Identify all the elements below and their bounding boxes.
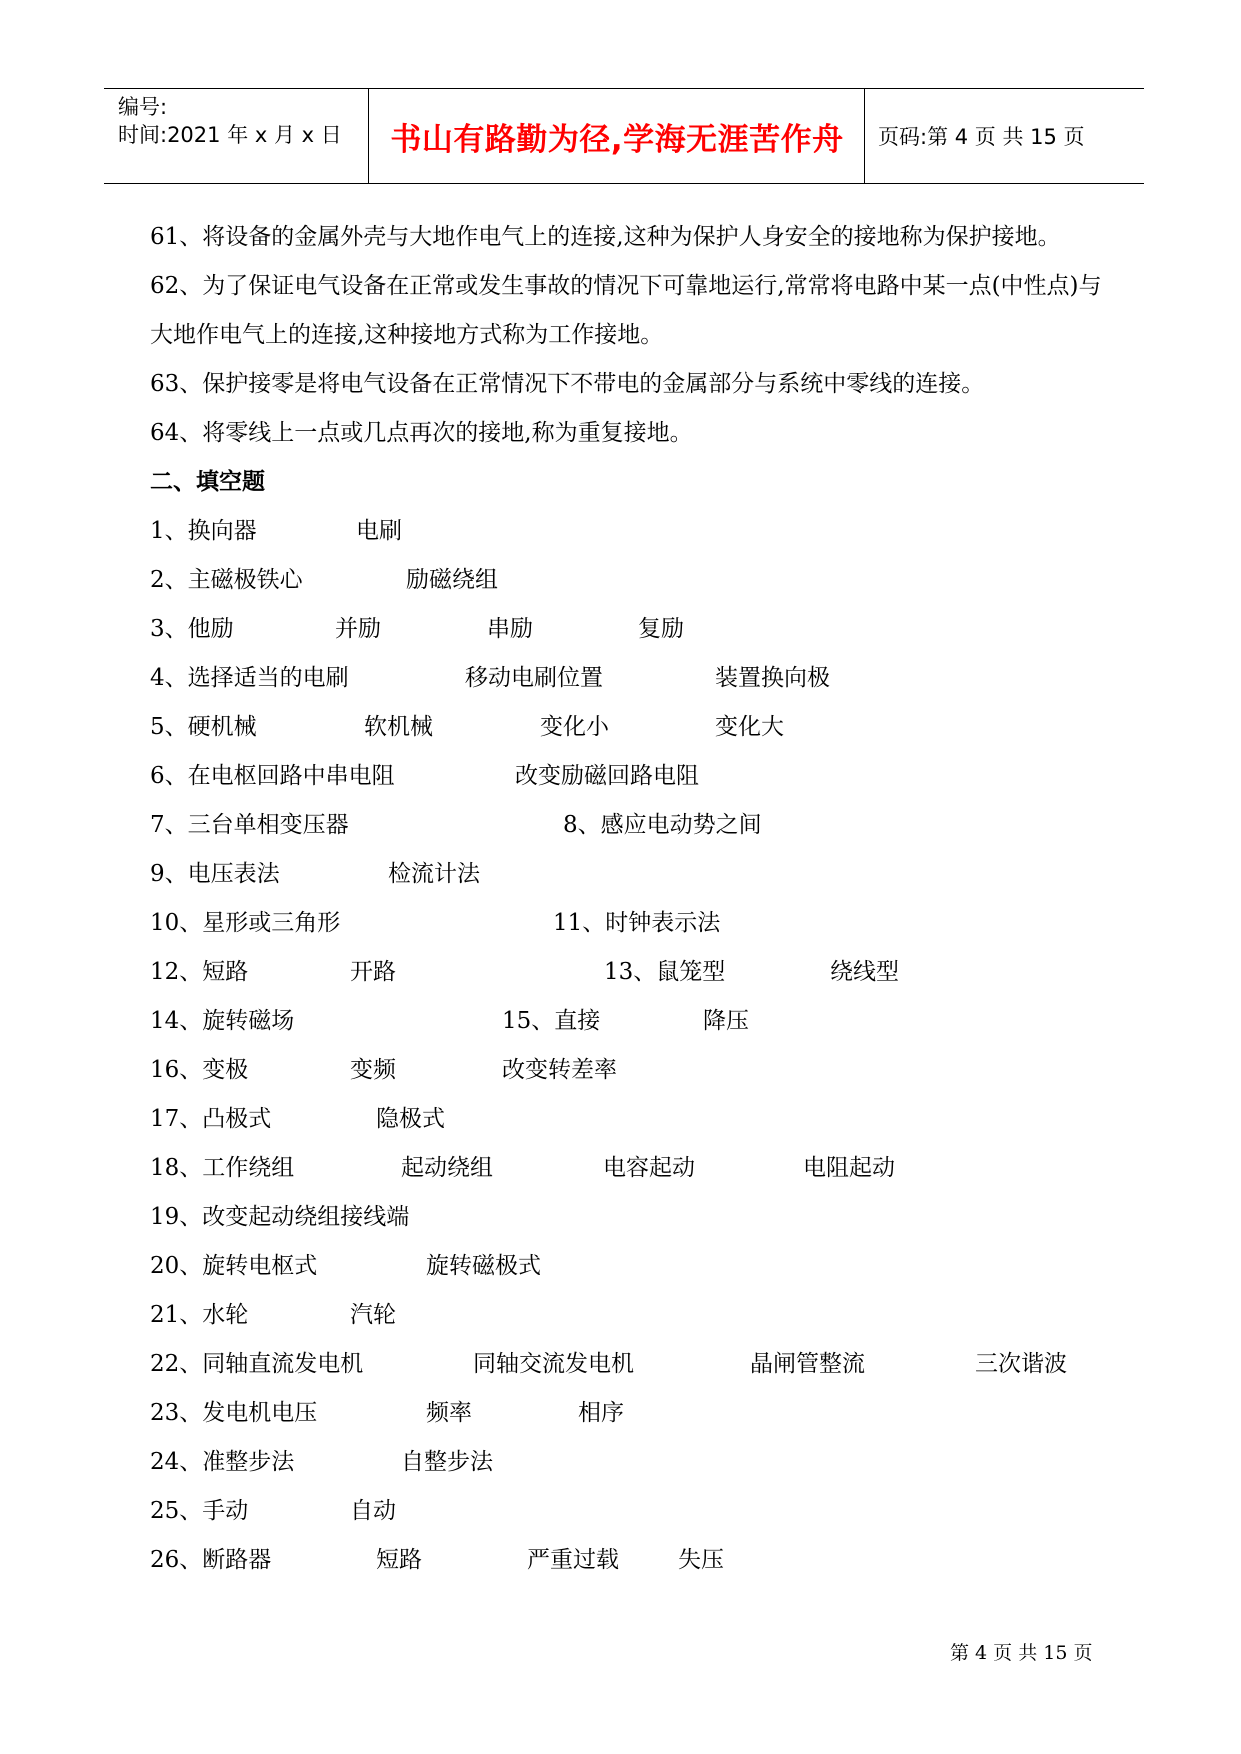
paragraph-62: 62、为了保证电气设备在正常或发生事故的情况下可靠地运行,常常将电路中某一点(中性点)与大地作电气上的连接,这种接地方式称为工作接地。 <box>150 273 1102 348</box>
answer-item: 开路 <box>350 959 396 985</box>
page-header <box>104 88 1144 184</box>
answer-item: 22、同轴直流发电机 <box>150 1351 364 1377</box>
answer-item: 21、水轮 <box>150 1302 249 1328</box>
answer-item: 8、感应电动势之间 <box>563 812 762 838</box>
answer-item: 18、工作绕组 <box>150 1155 295 1181</box>
answer-item: 1、换向器 <box>150 518 257 544</box>
answer-item: 25、手动 <box>150 1498 249 1524</box>
answer-item: 并励 <box>335 616 381 642</box>
answer-item: 串励 <box>487 616 533 642</box>
answer-item: 短路 <box>376 1547 422 1573</box>
answer-item: 4、选择适当的电刷 <box>150 665 349 691</box>
answer-item: 同轴交流发电机 <box>473 1351 634 1377</box>
answer-row <box>150 1144 1110 1193</box>
answer-item: 改变励磁回路电阻 <box>515 763 699 789</box>
answer-item: 变频 <box>350 1057 396 1083</box>
answer-item: 自动 <box>350 1498 396 1524</box>
answer-item: 检流计法 <box>388 861 480 887</box>
answer-row <box>150 1487 1110 1536</box>
answer-item: 24、准整步法 <box>150 1449 295 1475</box>
answer-item: 23、发电机电压 <box>150 1400 318 1426</box>
answer-item: 严重过载 <box>527 1547 619 1573</box>
header-motto-cell <box>370 89 865 183</box>
answer-item: 隐极式 <box>376 1106 445 1132</box>
answer-item: 5、硬机械 <box>150 714 257 740</box>
document-body <box>150 213 1110 1585</box>
answer-row <box>150 556 1110 605</box>
answer-item: 起动绕组 <box>401 1155 493 1181</box>
answer-item: 变化大 <box>715 714 784 740</box>
answer-item: 三次谐波 <box>975 1351 1067 1377</box>
answer-item: 19、改变起动绕组接线端 <box>150 1204 410 1230</box>
answer-row <box>150 1340 1110 1389</box>
answer-item: 9、电压表法 <box>150 861 280 887</box>
answer-item: 汽轮 <box>350 1302 396 1328</box>
header-page-code: 页码:第 4 页 共 15 页 <box>878 125 1085 149</box>
answer-item: 励磁绕组 <box>406 567 498 593</box>
answer-row <box>150 899 1110 948</box>
answer-item: 软机械 <box>364 714 433 740</box>
answer-item: 7、三台单相变压器 <box>150 812 349 838</box>
answer-row <box>150 1242 1110 1291</box>
answer-item: 17、凸极式 <box>150 1106 272 1132</box>
page-footer: 第 4 页 共 15 页 <box>950 1642 1093 1664</box>
answer-row <box>150 1193 1110 1242</box>
answer-item: 3、他励 <box>150 616 234 642</box>
paragraph-64: 64、将零线上一点或几点再次的接地,称为重复接地。 <box>150 420 693 446</box>
answer-item: 变化小 <box>540 714 609 740</box>
answer-item: 电阻起动 <box>803 1155 895 1181</box>
answer-row <box>150 1536 1110 1585</box>
answer-item: 自整步法 <box>401 1449 493 1475</box>
answer-row <box>150 752 1110 801</box>
answer-item: 改变转差率 <box>502 1057 617 1083</box>
answer-row <box>150 605 1110 654</box>
answer-row <box>150 801 1110 850</box>
header-meta <box>104 89 369 183</box>
answer-row <box>150 507 1110 556</box>
answer-row <box>150 654 1110 703</box>
paragraph-63: 63、保护接零是将电气设备在正常情况下不带电的金属部分与系统中零线的连接。 <box>150 371 985 397</box>
motto: 书山有路勤为径,学海无涯苦作舟 <box>390 121 844 158</box>
answer-item: 降压 <box>703 1008 749 1034</box>
answer-row <box>150 703 1110 752</box>
answer-row <box>150 948 1110 997</box>
answer-item: 10、星形或三角形 <box>150 910 341 936</box>
answer-item: 相序 <box>578 1400 624 1426</box>
answer-item: 16、变极 <box>150 1057 249 1083</box>
answer-row <box>150 1438 1110 1487</box>
answer-item: 绕线型 <box>830 959 899 985</box>
section-title: 二、填空题 <box>150 469 265 495</box>
paragraph-61: 61、将设备的金属外壳与大地作电气上的连接,这种为保护人身安全的接地称为保护接地。 <box>150 224 1061 250</box>
answer-row <box>150 1291 1110 1340</box>
answer-item: 11、时钟表示法 <box>553 910 721 936</box>
answer-item: 15、直接 <box>502 1008 601 1034</box>
answer-item: 晶闸管整流 <box>750 1351 865 1377</box>
answer-item: 装置换向极 <box>715 665 830 691</box>
answer-item: 26、断路器 <box>150 1547 272 1573</box>
answer-item: 20、旋转电枢式 <box>150 1253 318 1279</box>
answer-item: 失压 <box>678 1547 724 1573</box>
answer-item: 电刷 <box>356 518 402 544</box>
answer-row <box>150 1389 1110 1438</box>
number-label: 编号: <box>118 95 168 119</box>
answer-row <box>150 997 1110 1046</box>
answer-item: 旋转磁极式 <box>426 1253 541 1279</box>
answer-row <box>150 1046 1110 1095</box>
answer-row <box>150 850 1110 899</box>
answer-item: 2、主磁极铁心 <box>150 567 303 593</box>
answer-item: 14、旋转磁场 <box>150 1008 295 1034</box>
answer-item: 电容起动 <box>603 1155 695 1181</box>
answer-item: 6、在电枢回路中串电阻 <box>150 763 395 789</box>
answer-item: 复励 <box>638 616 684 642</box>
answer-item: 移动电刷位置 <box>465 665 603 691</box>
answer-row <box>150 1095 1110 1144</box>
time-label: 时间:2021 年 x 月 x 日 <box>118 123 342 147</box>
answer-item: 频率 <box>426 1400 472 1426</box>
answer-item: 12、短路 <box>150 959 249 985</box>
answer-item: 13、鼠笼型 <box>604 959 726 985</box>
